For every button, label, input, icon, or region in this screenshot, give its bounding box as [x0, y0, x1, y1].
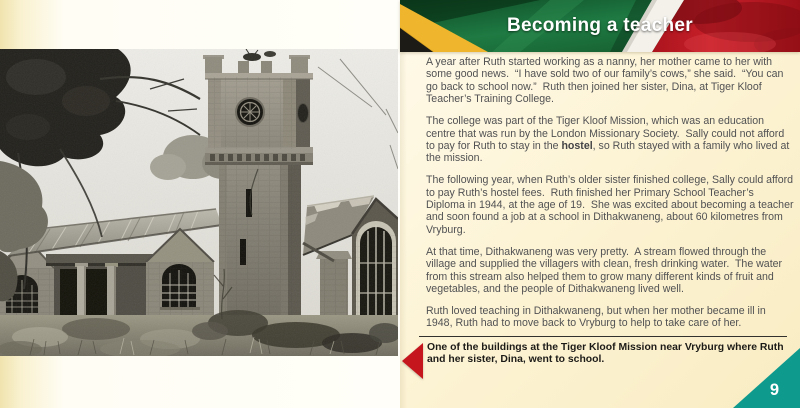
caption-rule — [419, 336, 787, 337]
paragraph-1: A year after Ruth started working as a nanny, her mother came to her with some good news. “I have sold two of our family’s cows,” she said. “You can go back to school now.” Ruth then joined her sister, Dina, at Tiger Kloof Teacher’s Training College. — [426, 56, 787, 106]
paragraph-2-pre: The college was part of the Tiger Kloof Mission, which was an education centre that was run by the London Missionary Society. Sally could not afford to pay for Ruth to stay in the — [426, 115, 788, 152]
paragraph-2 — [426, 115, 794, 165]
paragraph-3: The following year, when Ruth’s older sister finished college, Sally could afford to pay Ruth’s hostel fees. Ruth finished her Primary School Teacher’s Diploma in 1944, at the age of 19. She was excited about becoming a teacher and soon found a job at a school in Dithakwaneng, about 60 kilometres from Vryburg. — [426, 174, 797, 236]
paragraph-2-post: , so Ruth stayed with a family who lived at the mission. — [426, 139, 793, 165]
body-text — [426, 56, 797, 339]
page-title: Becoming a teacher — [507, 15, 693, 36]
page-corner-triangle — [733, 348, 800, 408]
right-page — [400, 0, 800, 408]
mission-photo — [0, 49, 398, 356]
photo-caption: One of the buildings at the Tiger Kloof Mission near Vryburg where Ruth and her sister, Dina, went to school. — [427, 342, 784, 365]
page-number: 9 — [769, 381, 779, 399]
caption-arrow-icon — [402, 343, 423, 379]
paragraph-2-bold-word: hostel — [561, 139, 593, 152]
chapter-banner — [400, 0, 800, 52]
paragraph-4: At that time, Dithakwaneng was very pretty. A stream flowed through the village and supplied the villagers with clean, fresh drinking water. The water from this stream also helped them to grow many different kinds of fruit and vegetables, and the people of Dithakwaneng lived well. — [426, 245, 786, 295]
paragraph-5: Ruth loved teaching in Dithakwaneng, but when her mother became ill in 1948, Ruth had to move back to Vryburg to help to take care of her. — [426, 304, 769, 330]
